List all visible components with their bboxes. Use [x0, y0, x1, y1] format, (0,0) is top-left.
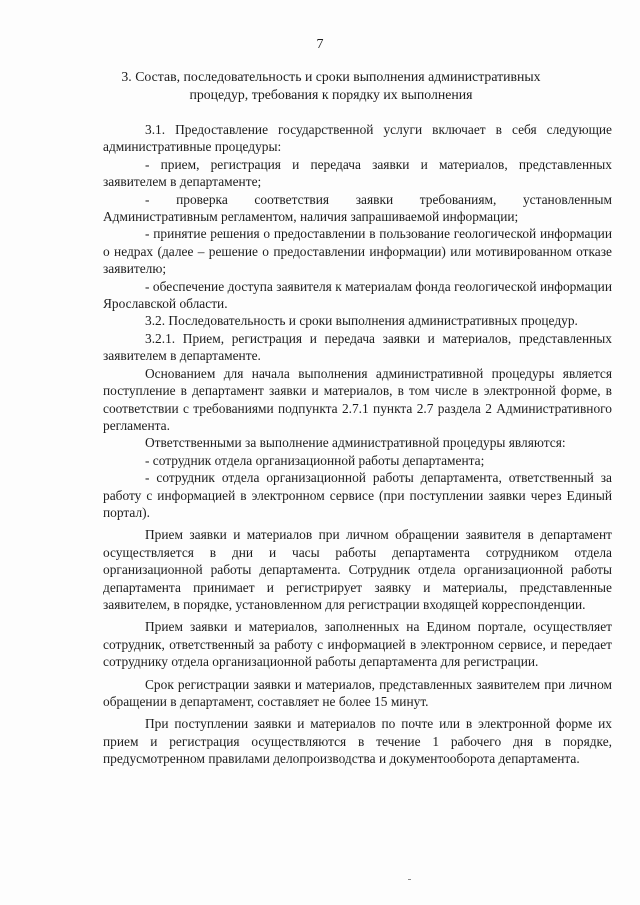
scan-speck: [408, 879, 411, 880]
paragraph-mail-reception: При поступлении заявки и материалов по почте или в электронной форме их прием и регистрация осуществляются в течение 1 рабочего дня в порядке, предусмотренном правилами делопроизводства и документооборота департамента.: [103, 716, 612, 767]
list-item-reception: - прием, регистрация и передача заявки и материалов, представленных заявителем в департаменте;: [103, 156, 612, 190]
section-heading: 3. Состав, последовательность и сроки выполнения административных процедур, требования к порядку их выполнения: [121, 69, 541, 102]
paragraph-3-2-1: 3.2.1. Прием, регистрация и передача заявки и материалов, представленных заявителем в департаменте.: [103, 330, 612, 364]
paragraph-3-1: 3.1. Предоставление государственной услуги включает в себя следующие административные процедуры:: [103, 122, 612, 155]
list-item-employee-1: - сотрудник отдела организационной работы департамента;: [145, 452, 485, 468]
paragraph-portal-reception: Прием заявки и материалов, заполненных на Едином портале, осуществляет сотрудник, ответственный за работу с информацией в электронном сервисе, и передает сотруднику отдела организационной работы департамента для регистрации.: [103, 619, 612, 670]
paragraph-responsible: Ответственными за выполнение административной процедуры являются:: [145, 435, 566, 451]
paragraph-grounds: Основанием для начала выполнения административной процедуры является поступление в департамент заявки и материалов, в том числе в электронной форме, в соответствии с требованиями подпункта 2.7.1 пункта 2.7 раздела 2 Административного регламента.: [103, 365, 612, 433]
list-item-verification: - проверка соответствия заявки требованиям, установленным Административным регламентом, наличия запрашиваемой информации;: [103, 191, 612, 225]
page-number: 7: [316, 37, 324, 52]
paragraph-personal-reception: Прием заявки и материалов при личном обращении заявителя в департамент осуществляется в дни и часы работы департамента сотрудником отдела организационной работы департамента. Сотрудник отдела организационной работы департамента принимает и регистрирует заявку и материалы, представленные заявителем, в порядке, установленном для регистрации входящей корреспонденции.: [103, 527, 612, 612]
list-item-access: - обеспечение доступа заявителя к материалам фонда геологической информации Ярославской области.: [103, 278, 612, 312]
list-item-employee-2: - сотрудник отдела организационной работы департамента, ответственный за работу с информацией в электронном сервисе (при поступлении заявки через Единый портал).: [103, 470, 612, 520]
list-item-decision: - принятие решения о предоставлении в пользование геологической информации о недрах (далее – решение о предоставлении информации) или мотивированном отказе заявителю;: [103, 226, 612, 277]
document-body: [103, 121, 612, 768]
paragraph-3-2: 3.2. Последовательность и сроки выполнения административных процедур.: [145, 313, 578, 329]
paragraph-registration-term: Срок регистрации заявки и материалов, представленных заявителем при личном обращении в департамент, составляет не более 15 минут.: [103, 676, 612, 709]
